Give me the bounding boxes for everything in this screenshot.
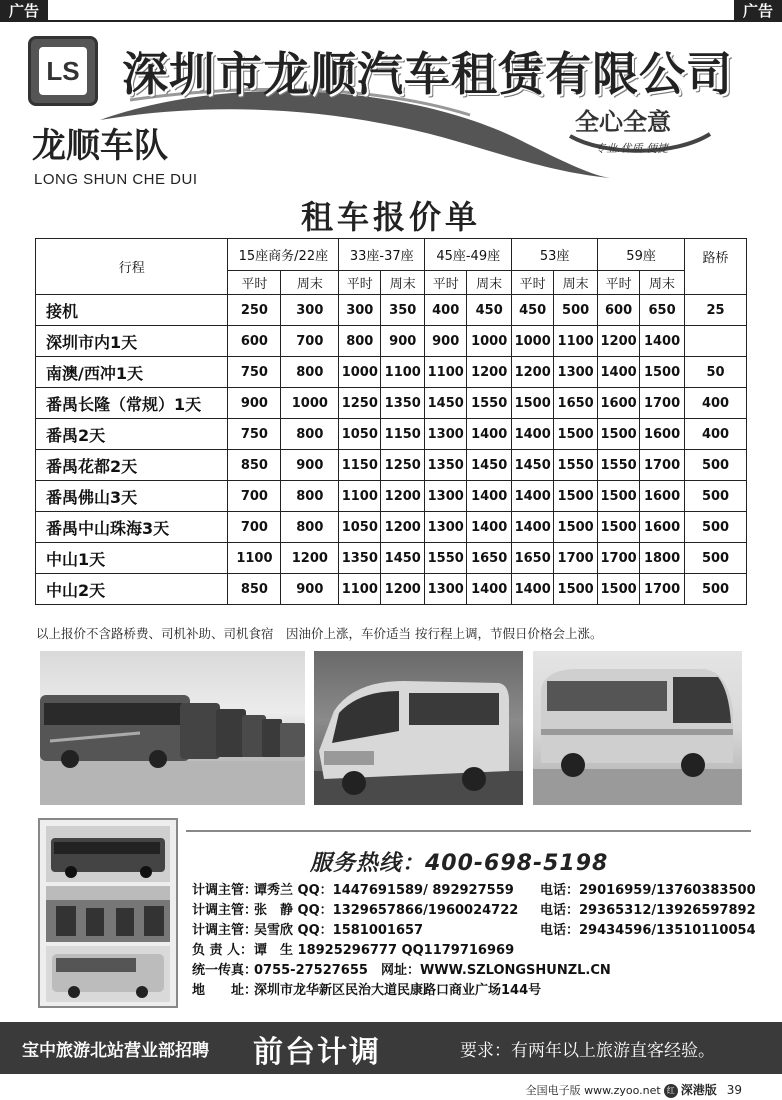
- slogan-main: 全心全意: [575, 108, 671, 136]
- price-cell: 1700: [640, 388, 685, 419]
- top-rule: [0, 20, 782, 22]
- contact-row: [192, 899, 756, 918]
- price-cell: 1000: [467, 326, 512, 357]
- price-cell: 1500: [554, 481, 598, 512]
- price-cell: 1550: [467, 388, 512, 419]
- logo-text: LS: [39, 47, 87, 95]
- photo-bus-fleet: [40, 651, 305, 805]
- contact-label: 计调主管：: [192, 883, 258, 898]
- price-cell: 1000: [339, 357, 381, 388]
- route-cell: 南澳/西冲1天: [36, 357, 228, 388]
- contact-name: 张 静: [254, 903, 294, 918]
- price-cell: 1550: [598, 450, 640, 481]
- interior-photos: [38, 818, 178, 1008]
- price-cell: 1200: [381, 574, 425, 605]
- contact-qq: QQ：1447691589/ 892927559: [297, 883, 514, 898]
- table-row: [36, 574, 747, 605]
- route-cell: 番禺佛山3天: [36, 481, 228, 512]
- price-cell: 750: [228, 357, 281, 388]
- route-cell: 番禺长隆（常规）1天: [36, 388, 228, 419]
- price-cell: 1300: [554, 357, 598, 388]
- price-cell: 1500: [598, 512, 640, 543]
- banner-left-text: 宝中旅游北站营业部招聘: [22, 1041, 209, 1061]
- price-cell: 800: [281, 419, 339, 450]
- contact-qq: QQ：1329657866/1960024722: [297, 903, 519, 918]
- address-text: 深圳市龙华新区民治大道民康路口商业广场144号: [254, 983, 542, 998]
- toll-cell: 500: [685, 543, 747, 574]
- contact-divider: [186, 830, 751, 832]
- contact-name: 谭秀兰: [254, 883, 294, 898]
- price-cell: 900: [425, 326, 467, 357]
- price-cell: 1200: [381, 512, 425, 543]
- price-cell: 1150: [339, 450, 381, 481]
- service-hotline: 服务热线：400-698-5198: [310, 851, 609, 876]
- price-cell: 1500: [598, 419, 640, 450]
- slogan-badge: [565, 96, 715, 166]
- bus-interior-thumb: [46, 886, 170, 942]
- contact-phone: 电话：29365312/13926597892: [540, 903, 756, 918]
- route-cell: 接机: [36, 295, 228, 326]
- bus-fleet-image: [40, 651, 305, 805]
- price-cell: 1250: [381, 450, 425, 481]
- price-cell: 1000: [281, 388, 339, 419]
- price-table-body: [36, 295, 747, 605]
- toll-cell: 500: [685, 450, 747, 481]
- price-cell: 1100: [228, 543, 281, 574]
- weekday-header: 平时: [598, 271, 640, 295]
- price-cell: 1050: [339, 419, 381, 450]
- price-cell: 900: [381, 326, 425, 357]
- route-header: 行程: [36, 239, 228, 295]
- route-cell: 中山1天: [36, 543, 228, 574]
- price-cell: 350: [381, 295, 425, 326]
- price-cell: 1350: [339, 543, 381, 574]
- weekday-header: 平时: [228, 271, 281, 295]
- price-cell: 800: [281, 512, 339, 543]
- recruit-banner: [0, 1022, 782, 1074]
- price-cell: 1500: [554, 419, 598, 450]
- route-cell: 番禺花都2天: [36, 450, 228, 481]
- weekend-header: 周末: [281, 271, 339, 295]
- price-cell: 1200: [381, 481, 425, 512]
- toll-cell: 500: [685, 512, 747, 543]
- contact-row: [192, 879, 756, 898]
- price-cell: 600: [598, 295, 640, 326]
- address-label: 地 址：: [192, 983, 258, 998]
- minivan-image: [314, 651, 523, 805]
- price-cell: 1700: [640, 574, 685, 605]
- price-cell: 400: [425, 295, 467, 326]
- price-list-title: 租车报价单: [300, 198, 481, 236]
- price-cell: 1200: [281, 543, 339, 574]
- price-cell: 1450: [512, 450, 554, 481]
- contact-row: [192, 919, 756, 938]
- price-cell: 1300: [425, 512, 467, 543]
- price-cell: 1000: [512, 326, 554, 357]
- table-header-row: [36, 239, 747, 271]
- price-cell: 1600: [640, 512, 685, 543]
- weekend-header: 周末: [640, 271, 685, 295]
- price-cell: 900: [281, 574, 339, 605]
- contact-phone: 电话：29434596/13510110054: [540, 923, 756, 938]
- footer-edition-name: 深港版: [680, 1083, 717, 1097]
- team-name-en: LONG SHUN CHE DUI: [34, 171, 198, 188]
- group-header: 33座-37座: [339, 239, 425, 271]
- route-cell: 中山2天: [36, 574, 228, 605]
- group-header: 53座: [512, 239, 598, 271]
- contact-label: 计调主管：: [192, 903, 258, 918]
- toll-cell: 50: [685, 357, 747, 388]
- price-cell: 1400: [598, 357, 640, 388]
- weekday-header: 平时: [339, 271, 381, 295]
- route-cell: 深圳市内1天: [36, 326, 228, 357]
- price-cell: 1100: [425, 357, 467, 388]
- price-cell: 1450: [467, 450, 512, 481]
- price-cell: 1150: [381, 419, 425, 450]
- price-cell: 1100: [339, 574, 381, 605]
- ad-label-left: 广告: [0, 0, 48, 22]
- price-cell: 1050: [339, 512, 381, 543]
- bus-exterior-thumb: [46, 826, 170, 882]
- price-cell: 750: [228, 419, 281, 450]
- fax-label: 统一传真：: [192, 963, 258, 978]
- manager-text: 谭 生 18925296777 QQ1179716969: [254, 943, 515, 958]
- price-table: [35, 238, 747, 605]
- contact-label: 计调主管：: [192, 923, 258, 938]
- banner-requirement: 要求：有两年以上旅游直客经验。: [460, 1041, 715, 1061]
- price-cell: 900: [281, 450, 339, 481]
- weekend-header: 周末: [554, 271, 598, 295]
- price-cell: 1450: [381, 543, 425, 574]
- table-row: [36, 419, 747, 450]
- price-cell: 300: [339, 295, 381, 326]
- price-cell: 1200: [598, 326, 640, 357]
- price-cell: 1400: [512, 574, 554, 605]
- table-row: [36, 388, 747, 419]
- toll-header: 路桥: [685, 239, 747, 295]
- slogan-sub: 专业.优质.便捷: [595, 142, 668, 155]
- price-cell: 1300: [425, 419, 467, 450]
- company-logo: [28, 36, 98, 106]
- price-cell: 250: [228, 295, 281, 326]
- toll-cell: 500: [685, 574, 747, 605]
- price-cell: 1700: [554, 543, 598, 574]
- price-cell: 800: [281, 357, 339, 388]
- price-note: 以上报价不含路桥费、司机补助、司机食宿 因油价上涨，车价适当 按行程上调，节假日价格会上涨。: [36, 626, 603, 641]
- price-cell: 1200: [467, 357, 512, 388]
- price-cell: 1400: [467, 512, 512, 543]
- weekend-header: 周末: [467, 271, 512, 295]
- price-cell: 1650: [554, 388, 598, 419]
- fax-text: 0755-27527655 网址：WWW.SZLONGSHUNZL.CN: [254, 963, 611, 978]
- price-cell: 800: [339, 326, 381, 357]
- price-cell: 1300: [425, 481, 467, 512]
- price-cell: 1550: [554, 450, 598, 481]
- price-cell: 1450: [425, 388, 467, 419]
- table-row: [36, 450, 747, 481]
- table-row: [36, 295, 747, 326]
- weekday-header: 平时: [425, 271, 467, 295]
- coaster-thumb: [46, 946, 170, 1002]
- page-number: 39: [726, 1083, 742, 1097]
- price-cell: 1600: [640, 481, 685, 512]
- price-cell: 700: [281, 326, 339, 357]
- price-cell: 1400: [512, 419, 554, 450]
- price-cell: 450: [467, 295, 512, 326]
- photo-minivan: [314, 651, 523, 805]
- price-cell: 1100: [381, 357, 425, 388]
- price-cell: 1500: [598, 574, 640, 605]
- price-cell: 650: [640, 295, 685, 326]
- route-cell: 番禺2天: [36, 419, 228, 450]
- contact-phone: 电话：29016959/13760383500: [540, 883, 756, 898]
- price-cell: 450: [512, 295, 554, 326]
- price-cell: 300: [281, 295, 339, 326]
- price-cell: 700: [228, 481, 281, 512]
- price-cell: 850: [228, 574, 281, 605]
- toll-cell: 25: [685, 295, 747, 326]
- price-cell: 800: [281, 481, 339, 512]
- price-cell: 1400: [467, 419, 512, 450]
- price-cell: 700: [228, 512, 281, 543]
- price-cell: 1100: [554, 326, 598, 357]
- manager-label: 负 责 人：: [192, 943, 254, 958]
- price-cell: 600: [228, 326, 281, 357]
- price-cell: 1300: [425, 574, 467, 605]
- manager-row: [192, 939, 514, 958]
- price-cell: 1400: [467, 481, 512, 512]
- fax-row: [192, 959, 611, 978]
- price-cell: 1650: [512, 543, 554, 574]
- price-cell: 900: [228, 388, 281, 419]
- contact-qq: QQ：1581001657: [297, 923, 424, 938]
- price-cell: 1250: [339, 388, 381, 419]
- photo-coaster-bus: [533, 651, 742, 805]
- price-cell: 1350: [425, 450, 467, 481]
- edition-badge-icon: 红: [664, 1084, 678, 1098]
- price-cell: 1200: [512, 357, 554, 388]
- price-cell: 1500: [554, 512, 598, 543]
- table-row: [36, 481, 747, 512]
- price-cell: 1400: [512, 481, 554, 512]
- table-row: [36, 543, 747, 574]
- team-name-cn: 龙顺车队: [32, 126, 168, 166]
- weekend-header: 周末: [381, 271, 425, 295]
- toll-cell: [685, 326, 747, 357]
- toll-cell: 400: [685, 388, 747, 419]
- price-cell: 1550: [425, 543, 467, 574]
- price-cell: 1500: [512, 388, 554, 419]
- group-header: 45座-49座: [425, 239, 512, 271]
- price-cell: 1650: [467, 543, 512, 574]
- price-cell: 1600: [640, 419, 685, 450]
- price-cell: 1700: [598, 543, 640, 574]
- price-cell: 1100: [339, 481, 381, 512]
- ad-label-right: 广告: [734, 0, 782, 22]
- route-cell: 番禺中山珠海3天: [36, 512, 228, 543]
- page-footer: [526, 1081, 742, 1098]
- table-row: [36, 512, 747, 543]
- price-cell: 1350: [381, 388, 425, 419]
- footer-edition-text: 全国电子版 www.zyoo.net: [525, 1084, 661, 1097]
- coaster-bus-image: [533, 651, 742, 805]
- price-cell: 1500: [598, 481, 640, 512]
- weekday-header: 平时: [512, 271, 554, 295]
- toll-cell: 500: [685, 481, 747, 512]
- price-cell: 1400: [640, 326, 685, 357]
- address-row: [192, 979, 541, 998]
- group-header: 15座商务/22座: [228, 239, 339, 271]
- table-row: [36, 326, 747, 357]
- banner-position: 前台计调: [253, 1035, 381, 1070]
- price-cell: 1800: [640, 543, 685, 574]
- price-cell: 1400: [512, 512, 554, 543]
- price-cell: 1400: [467, 574, 512, 605]
- price-cell: 1600: [598, 388, 640, 419]
- company-name: 深圳市龙顺汽车租赁有限公司: [122, 47, 733, 101]
- price-cell: 1500: [640, 357, 685, 388]
- price-cell: 850: [228, 450, 281, 481]
- price-cell: 500: [554, 295, 598, 326]
- table-row: [36, 357, 747, 388]
- contact-name: 吴雪欣: [254, 923, 294, 938]
- price-cell: 1700: [640, 450, 685, 481]
- group-header: 59座: [598, 239, 685, 271]
- toll-cell: 400: [685, 419, 747, 450]
- price-cell: 1500: [554, 574, 598, 605]
